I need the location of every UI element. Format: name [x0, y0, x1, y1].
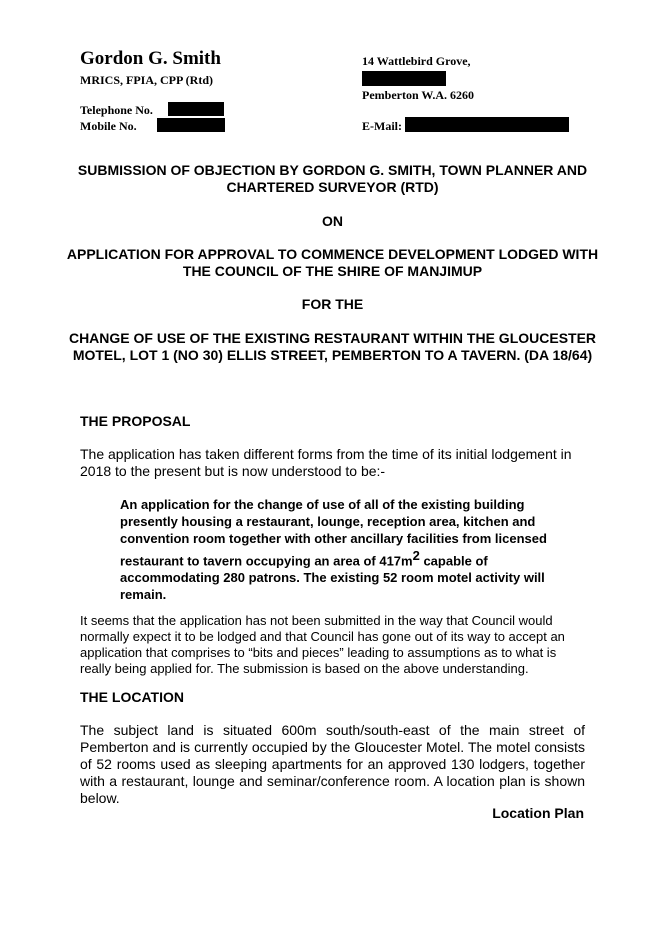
- title-line-3: CHANGE OF USE OF THE EXISTING RESTAURANT WITHIN THE GLOUCESTER MOTEL, LOT 1 (NO 30) ELLIS STREET, PEMBERTON TO A TAVERN. (DA 18/64): [68, 330, 597, 363]
- address-line-1: 14 Wattlebird Grove,: [362, 54, 471, 68]
- redacted-telephone: [168, 102, 224, 116]
- telephone-label: Telephone No.: [80, 103, 153, 117]
- title-line-2: APPLICATION FOR APPROVAL TO COMMENCE DEVELOPMENT LODGED WITH THE COUNCIL OF THE SHIRE OF MANJIMUP: [66, 246, 599, 279]
- location-heading: THE LOCATION: [80, 689, 184, 705]
- redacted-mobile: [157, 118, 225, 132]
- redacted-email: [405, 117, 569, 132]
- title-on: ON: [322, 213, 343, 229]
- proposal-quote-part-2: capable of accommodating 280 patrons. The existing 52 room motel activity will remain.: [120, 553, 545, 603]
- author-qualifications: MRICS, FPIA, CPP (Rtd): [80, 73, 213, 87]
- title-for-the: FOR THE: [301, 296, 364, 312]
- proposal-quote: [120, 496, 565, 603]
- author-name: Gordon G. Smith: [80, 48, 221, 69]
- title-line-1: SUBMISSION OF OBJECTION BY GORDON G. SMITH, TOWN PLANNER AND CHARTERED SURVEYOR (RTD): [77, 162, 588, 195]
- proposal-note: It seems that the application has not been submitted in the way that Council would normally expect it to be lodged and that Council has gone out of its way to accept an application that comprises to “bits and pieces” leading to assumptions as to what is really being applied for. The submission is based on the above understanding.: [80, 613, 565, 676]
- proposal-quote-part-1: An application for the change of use of all of the existing building presently housing a restaurant, lounge, reception area, kitchen and convention room together with other ancillary facilities from licensed restaurant to tavern occupying an area of 417m: [120, 497, 547, 569]
- redacted-address-line-2: [362, 71, 446, 86]
- location-plan-label: Location Plan: [492, 805, 584, 821]
- email-label: E-Mail:: [362, 119, 402, 133]
- address-line-3: Pemberton W.A. 6260: [362, 88, 474, 102]
- location-text: The subject land is situated 600m south/south-east of the main street of Pemberton and is currently occupied by the Gloucester Motel. The motel consists of 52 rooms used as sleeping apartments for an approved 130 lodgers, together with a restaurant, lounge and seminar/conference room. A location plan is shown below.: [80, 722, 585, 806]
- proposal-heading: THE PROPOSAL: [80, 413, 191, 429]
- mobile-label: Mobile No.: [80, 119, 137, 133]
- proposal-intro: The application has taken different forms from the time of its initial lodgement in 2018 to the present but is now understood to be:-: [80, 446, 572, 479]
- superscript-two: 2: [412, 548, 420, 563]
